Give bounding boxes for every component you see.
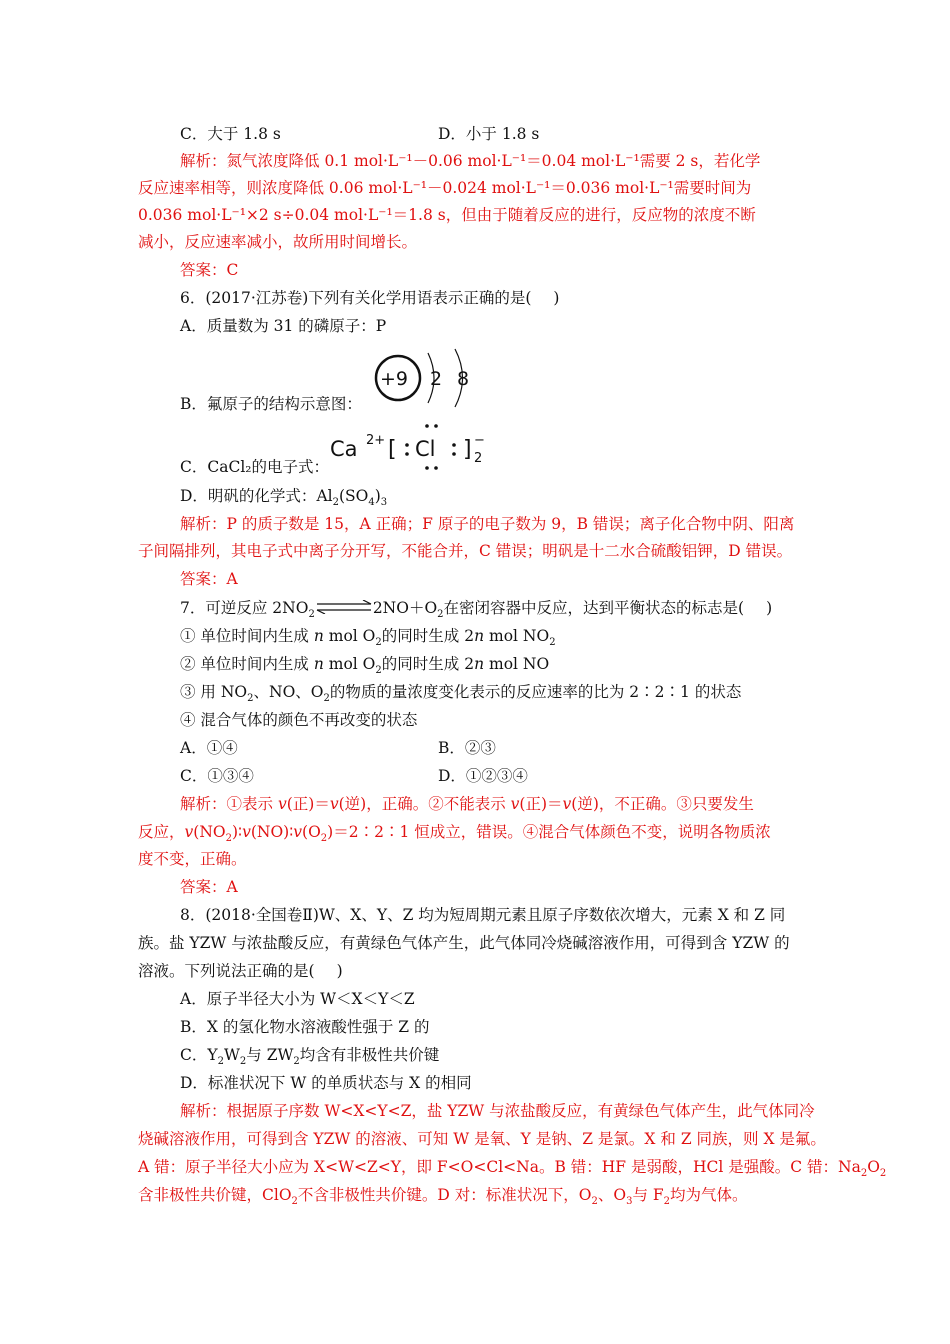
- left-bracket: [: [388, 437, 397, 462]
- q6-analysis-line-1: 解析：P 的质子数是 15，A 正确；F 原子的电子数为 9，B 错误；离子化合物中阴、阳离: [180, 515, 795, 533]
- q6-option-c: C．CaCl₂的电子式：: [180, 458, 329, 476]
- q8-analysis-line-2: 烧碱溶液作用，可得到含 YZW 的溶液、可知 W 是氧、Y 是钠、Z 是氯。X 和 Z 同族，则 X 是氟。: [138, 1130, 826, 1148]
- q5-analysis-line-1: 解析：氮气浓度降低 0.1 mol·L⁻¹－0.06 mol·L⁻¹＝0.04 mol·L⁻¹需要 2 s，若化学: [180, 152, 761, 170]
- chlorine-symbol: Cl: [415, 437, 436, 461]
- q5-analysis-line-2: 反应速率相等，则浓度降低 0.06 mol·L⁻¹－0.024 mol·L⁻¹＝0.036 mol·L⁻¹需要时间为: [138, 179, 752, 197]
- q5-option-d: D．小于 1.8 s: [438, 125, 540, 143]
- q7-options-ab: A．①④ B．②③: [180, 739, 496, 757]
- q8-analysis-line-1: 解析：根据原子序数 W<X<Y<Z，盐 YZW 与浓盐酸反应，有黄绿色气体产生，此气体同冷: [180, 1102, 815, 1120]
- q8-stem-line-2: 族。盐 YZW 与浓盐酸反应，有黄绿色气体产生，此气体同冷烧碱溶液作用，可得到含 YZW 的: [138, 934, 790, 952]
- chloride-charge: −: [474, 433, 485, 448]
- q7-item-2: ② 单位时间内生成 n mol $O_2$的同时生成 2n mol NO: [180, 655, 550, 677]
- q7-item-3: ③ 用 $NO_2$、NO、$O_2$的物质的量浓度变化表示的反应速率的比为 2∶2∶1 的状态: [180, 683, 742, 705]
- q6-answer: 答案：A: [180, 570, 238, 588]
- q7-options-cd: C．①③④ D．①②③④: [180, 767, 528, 785]
- calcium-ion: Ca: [330, 437, 358, 461]
- q7-stem: 7．可逆反应 $2NO_2$ $2NO+O_2$在密闭容器中反应，达到平衡状态的标志是( ): [180, 599, 773, 621]
- q7-option-b: B．②③: [438, 739, 496, 757]
- reversible-arrow-icon: [315, 600, 373, 614]
- shell-2-count: 8: [457, 368, 470, 390]
- q5-answer: 答案：C: [180, 261, 239, 279]
- q7-analysis-line-1: 解析：①表示 v(正)＝v(逆)，正确。②不能表示 v(正)＝v(逆)，不正确。③只要发生: [180, 795, 754, 813]
- q8-analysis-line-4: 含非极性共价键，ClO$_2$不含非极性共价键。D 对：标准状况下，$O_2$、$O_3$与 $F_2$均为气体。: [138, 1186, 748, 1208]
- q7-answer: 答案：A: [180, 878, 238, 896]
- q8-analysis-line-3: A 错：原子半径大小应为 X<W<Z<Y，即 F<O<Cl<Na。B 错：HF 是弱酸，HCl 是强酸。C 错：$Na_2O_2$: [138, 1158, 887, 1180]
- shell-1-count: 2: [430, 368, 443, 390]
- q7-analysis-line-3: 度不变，正确。: [138, 850, 247, 868]
- q7-option-d: D．①②③④: [438, 767, 528, 785]
- fluorine-atom-structure-diagram: [370, 345, 480, 411]
- q7-item-4: ④ 混合气体的颜色不再改变的状态: [180, 711, 418, 729]
- q8-stem-line-3: 溶液。下列说法正确的是( ): [138, 962, 343, 980]
- q8-option-c: C．$Y_2W_2$与 $ZW_2$均含有非极性共价键: [180, 1046, 440, 1068]
- q5-option-c: C．大于 1.8 s D．小于 1.8 s: [180, 125, 540, 143]
- q7-item-1: ① 单位时间内生成 n mol $O_2$的同时生成 2n mol $NO_2$: [180, 627, 556, 649]
- q5-analysis-line-3: 0.036 mol·L⁻¹×2 s÷0.04 mol·L⁻¹＝1.8 s，但由于随着反应的进行，反应物的浓度不断: [138, 206, 756, 224]
- q8-option-a: A．原子半径大小为 W＜X＜Y＜Z: [180, 990, 415, 1008]
- right-bracket: ]: [463, 437, 472, 462]
- q6-option-d: D．明矾的化学式：$Al_2(SO_4)_3$: [180, 487, 388, 509]
- cacl2-electron-formula: [326, 416, 506, 474]
- q5-analysis-line-4: 减小，反应速率减小，故所用时间增长。: [138, 233, 418, 251]
- q7-analysis-line-2: 反应，$v(NO_2)∶v(NO)∶v(O_2)=2∶2∶1$ 恒成立，错误。④混合气体颜色不变，说明各物质浓: [138, 823, 771, 845]
- q6-analysis-line-2: 子间隔排列，其电子式中离子分开写，不能合并，C 错误；明矾是十二水合硫酸铝钾，D 错误。: [138, 542, 793, 560]
- q6-option-a: A．质量数为 31 的磷原子：P: [180, 317, 387, 335]
- q8-stem-line-1: 8．(2018·全国卷Ⅱ)W、X、Y、Z 均为短周期元素且原子序数依次增大，元素 X 和 Z 同: [180, 906, 786, 924]
- q6-stem: 6．(2017·江苏卷)下列有关化学用语表示正确的是( ): [180, 289, 560, 307]
- chloride-count: 2: [474, 451, 483, 466]
- calcium-charge: 2+: [366, 433, 386, 448]
- q8-option-b: B．X 的氢化物水溶液酸性强于 Z 的: [180, 1018, 430, 1036]
- q6-option-b: B．氟原子的结构示意图：: [180, 395, 362, 413]
- q8-option-d: D．标准状况下 W 的单质状态与 X 的相同: [180, 1074, 472, 1092]
- nucleus-charge: +9: [380, 368, 409, 390]
